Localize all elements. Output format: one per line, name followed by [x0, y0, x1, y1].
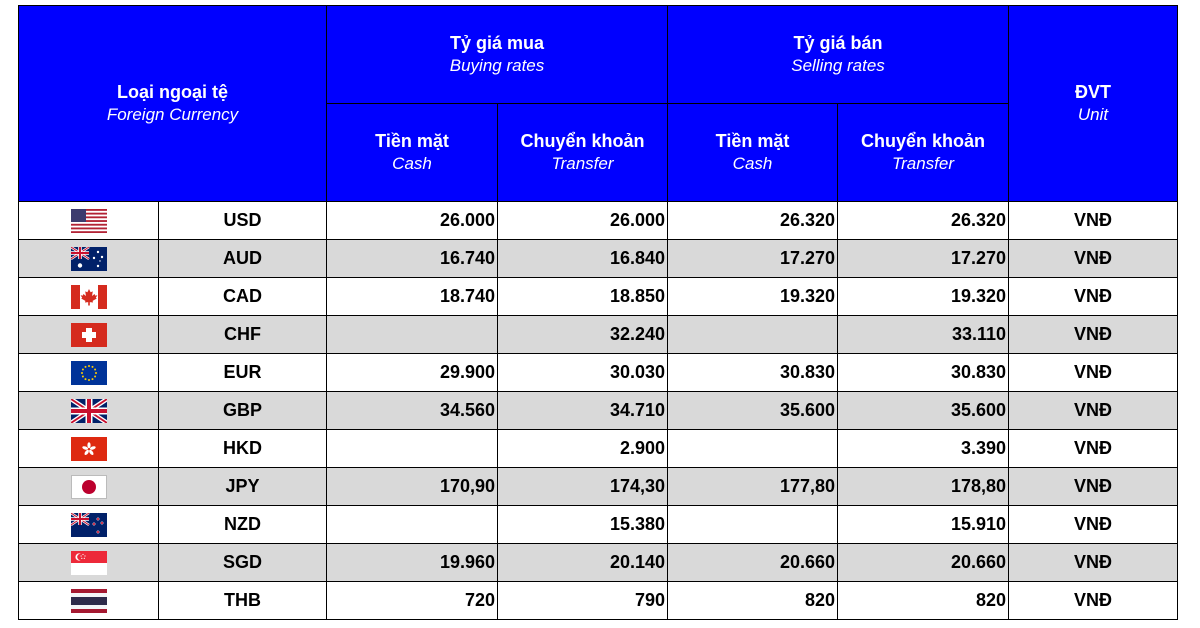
buying-header-en: Buying rates	[449, 56, 545, 75]
unit-value: VNĐ	[1009, 582, 1178, 620]
unit-value: VNĐ	[1009, 392, 1178, 430]
transfer-header-en: Transfer	[551, 154, 614, 173]
table-header	[19, 6, 1178, 202]
sell-cash-value: 19.320	[668, 278, 838, 316]
buying-rates-header	[327, 6, 668, 104]
cash-header-vi: Tiền mặt	[715, 131, 790, 151]
currency-code: GBP	[159, 392, 327, 430]
unit-value: VNĐ	[1009, 430, 1178, 468]
table-row	[19, 240, 1178, 278]
sell-transfer-value: 33.110	[838, 316, 1009, 354]
currency-code: USD	[159, 202, 327, 240]
unit-header-vi: ĐVT	[1075, 82, 1112, 102]
sell-transfer-value: 30.830	[838, 354, 1009, 392]
unit-value: VNĐ	[1009, 240, 1178, 278]
sell-cash-value: 26.320	[668, 202, 838, 240]
rates-table-container	[18, 5, 1178, 620]
unit-value: VNĐ	[1009, 278, 1178, 316]
unit-value: VNĐ	[1009, 468, 1178, 506]
sell-cash-value: 820	[668, 582, 838, 620]
currency-code: HKD	[159, 430, 327, 468]
buy-transfer-value: 30.030	[498, 354, 668, 392]
table-row	[19, 278, 1178, 316]
au-flag-icon	[71, 247, 107, 271]
sell-transfer-value: 19.320	[838, 278, 1009, 316]
buy-cash-value	[327, 430, 498, 468]
buy-transfer-value: 16.840	[498, 240, 668, 278]
sg-flag-icon	[71, 551, 107, 575]
jp-flag-icon	[71, 475, 107, 499]
eu-flag-icon	[71, 361, 107, 385]
buy-transfer-value: 2.900	[498, 430, 668, 468]
sell-cash-value: 30.830	[668, 354, 838, 392]
table-row	[19, 392, 1178, 430]
unit-value: VNĐ	[1009, 316, 1178, 354]
th-flag-icon	[71, 589, 107, 613]
currency-code: NZD	[159, 506, 327, 544]
unit-value: VNĐ	[1009, 354, 1178, 392]
sell-cash-value: 20.660	[668, 544, 838, 582]
flag-cell	[19, 278, 159, 316]
buy-transfer-value: 20.140	[498, 544, 668, 582]
buy-cash-value: 170,90	[327, 468, 498, 506]
currency-header-en: Foreign Currency	[106, 105, 239, 124]
sell-cash-value	[668, 506, 838, 544]
us-flag-icon	[71, 209, 107, 233]
selling-header-vi: Tỷ giá bán	[793, 33, 883, 53]
sell-transfer-value: 26.320	[838, 202, 1009, 240]
ch-flag-icon	[71, 323, 107, 347]
buy-transfer-value: 34.710	[498, 392, 668, 430]
nz-flag-icon	[71, 513, 107, 537]
transfer-header-vi: Chuyển khoản	[861, 131, 986, 151]
currency-code: THB	[159, 582, 327, 620]
transfer-header-en: Transfer	[891, 154, 955, 173]
sell-cash-value: 177,80	[668, 468, 838, 506]
sell-cash-header	[668, 104, 838, 202]
buy-cash-value: 16.740	[327, 240, 498, 278]
unit-value: VNĐ	[1009, 202, 1178, 240]
transfer-header-vi: Chuyển khoản	[520, 131, 645, 151]
buy-transfer-value: 26.000	[498, 202, 668, 240]
table-row	[19, 316, 1178, 354]
flag-cell	[19, 354, 159, 392]
unit-value: VNĐ	[1009, 544, 1178, 582]
buy-transfer-value: 18.850	[498, 278, 668, 316]
buy-cash-value	[327, 316, 498, 354]
cash-header-en: Cash	[732, 154, 773, 173]
gb-flag-icon	[71, 399, 107, 423]
flag-cell	[19, 582, 159, 620]
buy-transfer-value: 174,30	[498, 468, 668, 506]
table-row	[19, 506, 1178, 544]
currency-code: EUR	[159, 354, 327, 392]
currency-code: CHF	[159, 316, 327, 354]
flag-cell	[19, 240, 159, 278]
cash-header-en: Cash	[392, 154, 432, 173]
table-row	[19, 544, 1178, 582]
ca-flag-icon	[71, 285, 107, 309]
buy-cash-value: 720	[327, 582, 498, 620]
buying-header-vi: Tỷ giá mua	[450, 33, 545, 53]
table-row	[19, 354, 1178, 392]
flag-cell	[19, 506, 159, 544]
unit-header-en: Unit	[1077, 105, 1109, 124]
unit-header	[1009, 6, 1178, 202]
cash-header-vi: Tiền mặt	[375, 131, 449, 151]
sell-transfer-value: 3.390	[838, 430, 1009, 468]
buy-cash-value	[327, 506, 498, 544]
table-row	[19, 582, 1178, 620]
selling-rates-header	[668, 6, 1009, 104]
buy-cash-value: 29.900	[327, 354, 498, 392]
buy-cash-value: 26.000	[327, 202, 498, 240]
currency-header-vi: Loại ngoại tệ	[117, 82, 229, 102]
sell-transfer-header	[838, 104, 1009, 202]
buy-cash-value: 34.560	[327, 392, 498, 430]
flag-cell	[19, 468, 159, 506]
table-row	[19, 202, 1178, 240]
table-row	[19, 468, 1178, 506]
flag-cell	[19, 392, 159, 430]
flag-cell	[19, 202, 159, 240]
sell-transfer-value: 35.600	[838, 392, 1009, 430]
flag-cell	[19, 544, 159, 582]
currency-code: AUD	[159, 240, 327, 278]
currency-code: SGD	[159, 544, 327, 582]
buy-transfer-value: 790	[498, 582, 668, 620]
sell-transfer-value: 20.660	[838, 544, 1009, 582]
buy-transfer-value: 15.380	[498, 506, 668, 544]
buy-transfer-header	[498, 104, 668, 202]
flag-cell	[19, 430, 159, 468]
sell-transfer-value: 820	[838, 582, 1009, 620]
buy-transfer-value: 32.240	[498, 316, 668, 354]
sell-cash-value: 35.600	[668, 392, 838, 430]
sell-cash-value: 17.270	[668, 240, 838, 278]
unit-value: VNĐ	[1009, 506, 1178, 544]
sell-cash-value	[668, 316, 838, 354]
currency-code: CAD	[159, 278, 327, 316]
sell-transfer-value: 15.910	[838, 506, 1009, 544]
currency-code: JPY	[159, 468, 327, 506]
sell-transfer-value: 178,80	[838, 468, 1009, 506]
table-body	[19, 202, 1178, 620]
selling-header-en: Selling rates	[791, 56, 885, 75]
buy-cash-header	[327, 104, 498, 202]
sell-transfer-value: 17.270	[838, 240, 1009, 278]
flag-cell	[19, 316, 159, 354]
table-row	[19, 430, 1178, 468]
exchange-rates-table	[18, 5, 1178, 620]
hk-flag-icon	[71, 437, 107, 461]
buy-cash-value: 19.960	[327, 544, 498, 582]
sell-cash-value	[668, 430, 838, 468]
currency-header	[19, 6, 327, 202]
buy-cash-value: 18.740	[327, 278, 498, 316]
